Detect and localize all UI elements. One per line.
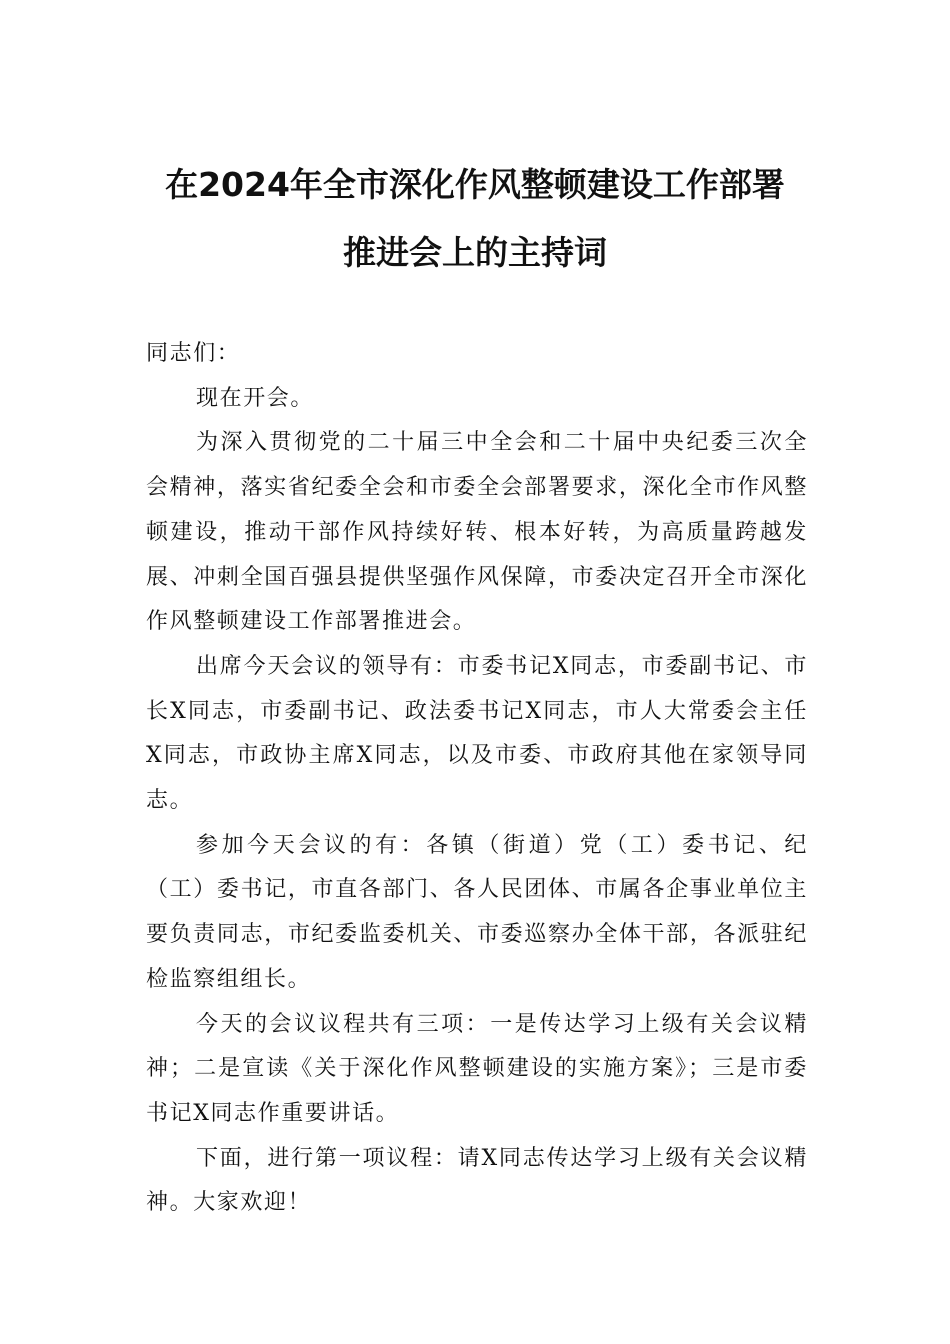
document-title-line-2: 推进会上的主持词 (343, 233, 607, 272)
paragraph-purpose: 为深入贯彻党的二十届三中全会和二十届中央纪委三次全会精神，落实省纪委全会和市委全会部署要求，深化全市作风整顿建设，推动干部作风持续好转、根本好转，为高质量跨越发展、冲刺全国百强县提供坚强作风保障，市委决定召开全市深化作风整顿建设工作部署推进会。 (146, 430, 808, 635)
paragraph-attending-leaders: 出席今天会议的领导有：市委书记X同志，市委副书记、市长X同志，市委副书记、政法委书记X同志，市人大常委会主任X同志，市政协主席X同志，以及市委、市政府其他在家领导同志。 (146, 653, 808, 814)
paragraph-opening: 现在开会。 (196, 385, 315, 411)
document-body (146, 332, 808, 1226)
paragraph-participants: 参加今天会议的有：各镇（街道）党（工）委书记、纪（工）委书记，市直各部门、各人民团体、市属各企事业单位主要负责同志，市纪委监委机关、市委巡察办全体干部，各派驻纪检监察组组长。 (146, 832, 808, 992)
paragraph-first-item: 下面，进行第一项议程：请X同志传达学习上级有关会议精神。大家欢迎！ (146, 1145, 808, 1216)
document-title-line-1: 在2024年全市深化作风整顿建设工作部署 (165, 165, 785, 204)
paragraph-agenda: 今天的会议议程共有三项：一是传达学习上级有关会议精神；二是宣读《关于深化作风整顿建设的实施方案》；三是市委书记X同志作重要讲话。 (146, 1011, 808, 1126)
salutation: 同志们： (146, 341, 241, 366)
